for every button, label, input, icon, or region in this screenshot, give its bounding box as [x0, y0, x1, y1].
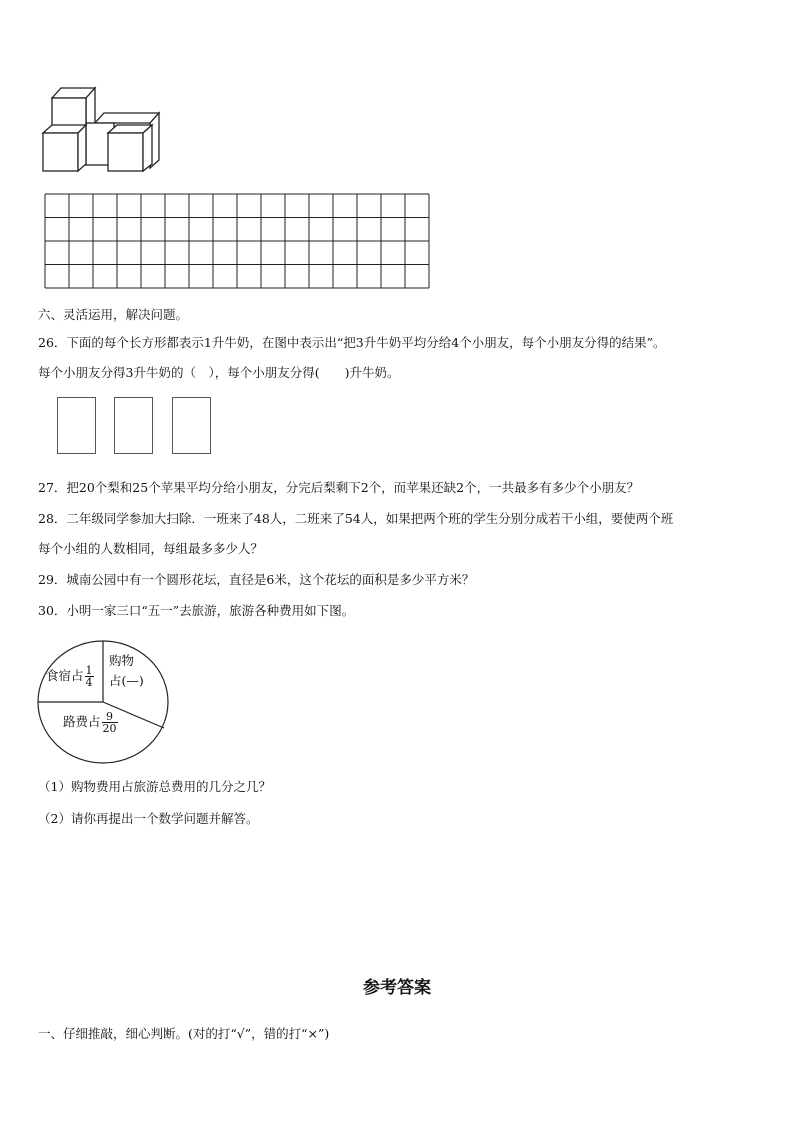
pie-travel-numerator: 9: [102, 711, 118, 723]
pie-food-denominator: 4: [85, 676, 93, 689]
answers-part-1-heading: 一、仔细推敲，细心判断。(对的打“√”，错的打“×”): [38, 1026, 330, 1041]
milk-rectangle-2[interactable]: [114, 397, 153, 454]
cube-figure: [38, 80, 168, 175]
pie-label-food: [46, 665, 94, 688]
question-30: 30．小明一家三口“五一”去旅游，旅游各种费用如下图。: [38, 603, 355, 618]
question-30-sub-1: （1）购物费用占旅游总费用的几分之几？: [38, 779, 271, 794]
question-29: 29．城南公园中有一个圆形花坛，直径是6米，这个花坛的面积是多少平方米？: [38, 572, 475, 587]
expense-pie-chart: [36, 640, 172, 766]
pie-travel-fraction: [102, 711, 118, 734]
section-6-heading: 六、灵活运用，解决问题。: [38, 307, 189, 322]
pie-label-travel-text: 路费占: [63, 714, 101, 729]
milk-rectangle-1[interactable]: [57, 397, 96, 454]
drawing-grid[interactable]: [44, 193, 432, 291]
pie-travel-denominator: 20: [102, 722, 117, 735]
question-28-line-2: 每个小组的人数相同，每组最多多少人？: [38, 541, 264, 556]
pie-food-fraction: [85, 665, 94, 688]
question-26-line-1: 26．下面的每个长方形都表示1升牛奶，在图中表示出“把3升牛奶平均分给4个小朋友，每个小朋友分得的结果”。: [38, 335, 666, 350]
milk-rectangle-3[interactable]: [172, 397, 211, 454]
question-27: 27．把20个梨和25个苹果平均分给小朋友，分完后梨剩下2个，而苹果还缺2个，一共最多有多少个小朋友？: [38, 480, 640, 495]
question-30-sub-2: （2）请你再提出一个数学问题并解答。: [38, 811, 259, 826]
pie-label-shopping-2: 占(—): [109, 673, 144, 688]
question-26-line-2: 每个小朋友分得3升牛奶的（ ），每个小朋友分得( )升牛奶。: [38, 365, 400, 380]
question-28-line-1: 28．二年级同学参加大扫除．一班来了48人，二班来了54人，如果把两个班的学生分别分成若干小组，要使两个班: [38, 511, 674, 526]
pie-label-shopping-1: 购物: [109, 653, 135, 668]
answers-title: 参考答案: [363, 978, 431, 998]
pie-label-food-text: 食宿占: [46, 668, 84, 683]
pie-label-travel: [63, 711, 118, 734]
pie-food-numerator: 1: [85, 664, 93, 677]
